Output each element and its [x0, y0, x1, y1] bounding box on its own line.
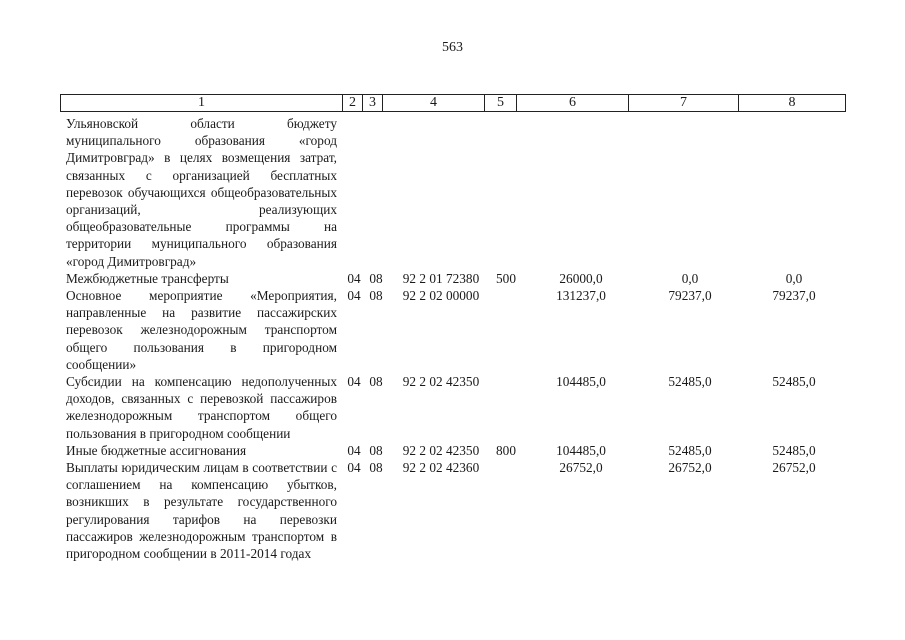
row-vr: 800: [496, 442, 516, 458]
table-row: [60, 373, 844, 442]
header-col-7: 7: [629, 95, 739, 111]
row-csr: [386, 115, 490, 270]
row-vr: [490, 115, 522, 270]
table-row: [60, 442, 844, 459]
row-year1: [522, 115, 634, 270]
row-year3: [740, 115, 844, 270]
row-csr: 92 2 01 72380: [402, 270, 480, 286]
row-rz: 04: [347, 442, 361, 458]
row-csr: 92 2 02 42360: [402, 460, 480, 476]
header-col-5: 5: [485, 95, 517, 111]
row-vr: [490, 459, 522, 562]
row-year2: 0,0: [681, 270, 699, 286]
row-year2: 26752,0: [668, 460, 712, 476]
page-number: 563: [442, 40, 463, 55]
row-rz: [340, 115, 366, 270]
header-col-1: 1: [61, 95, 343, 111]
row-year3: 0,0: [785, 270, 803, 286]
row-pr: 08: [369, 288, 383, 304]
row-rz: 04: [347, 374, 361, 390]
row-year1: 26000,0: [559, 270, 603, 286]
row-year3: 79237,0: [772, 288, 816, 304]
row-name: Иные бюджетные ассигнования: [66, 442, 247, 458]
table-row: [60, 270, 844, 287]
row-year3: 26752,0: [772, 460, 816, 476]
row-name: Выплаты юридическим лицам в соответствии с соглашением на компенсацию убытков, возникших в результате государственного регулирования тарифов на перевозки пассажиров железнодорожным транспортом в пригородном сообщении в 2011-2014 годах: [66, 460, 337, 562]
header-col-6: 6: [517, 95, 629, 111]
row-csr: 92 2 02 00000: [402, 288, 480, 304]
row-name: Ульяновской области бюджету муниципального образования «город Димитровград» в целях возмещения затрат, связанных с организацией бесплатных перевозок обучающихся общеобразовательных организаций, реализующих общеобразовательные программы на территории муниципального образования «город Димитровград»: [66, 116, 337, 269]
row-year1: 131237,0: [556, 288, 606, 304]
row-vr: [490, 373, 522, 442]
row-csr: 92 2 02 42350: [402, 374, 480, 390]
row-csr: 92 2 02 42350: [402, 442, 480, 458]
row-year3: 52485,0: [772, 374, 816, 390]
row-year2: [634, 115, 740, 270]
row-name: Межбюджетные трансферты: [66, 270, 229, 286]
row-pr: 08: [369, 442, 383, 458]
header-col-4: 4: [383, 95, 485, 111]
row-vr: [490, 287, 522, 373]
row-year1: 104485,0: [556, 442, 606, 458]
row-year1: 104485,0: [556, 374, 606, 390]
row-vr: 500: [496, 270, 516, 286]
row-year2: 52485,0: [668, 374, 712, 390]
row-rz: 04: [347, 288, 361, 304]
table-row: [60, 459, 844, 562]
row-year2: 79237,0: [668, 288, 712, 304]
table-body: [60, 115, 844, 562]
table-row: [60, 287, 844, 373]
row-rz: 04: [347, 460, 361, 476]
row-pr: [366, 115, 386, 270]
header-col-2: 2: [343, 95, 363, 111]
row-pr: 08: [369, 374, 383, 390]
table-header: [60, 94, 846, 112]
row-year3: 52485,0: [772, 442, 816, 458]
row-name: Субсидии на компенсацию недополученных доходов, связанных с перевозкой пассажиров железнодорожным транспортом общего пользования в пригородном сообщении: [66, 374, 337, 441]
table-row: [60, 115, 844, 270]
header-col-8: 8: [788, 95, 796, 110]
row-name: Основное мероприятие «Мероприятия, направленные на развитие пассажирских перевозок железнодорожным транспортом общего пользования в пригородном сообщении»: [66, 288, 337, 372]
row-rz: 04: [347, 270, 361, 286]
row-pr: 08: [369, 270, 383, 286]
row-pr: 08: [369, 460, 383, 476]
row-year1: 26752,0: [559, 460, 603, 476]
header-col-3: 3: [363, 95, 383, 111]
row-year2: 52485,0: [668, 442, 712, 458]
